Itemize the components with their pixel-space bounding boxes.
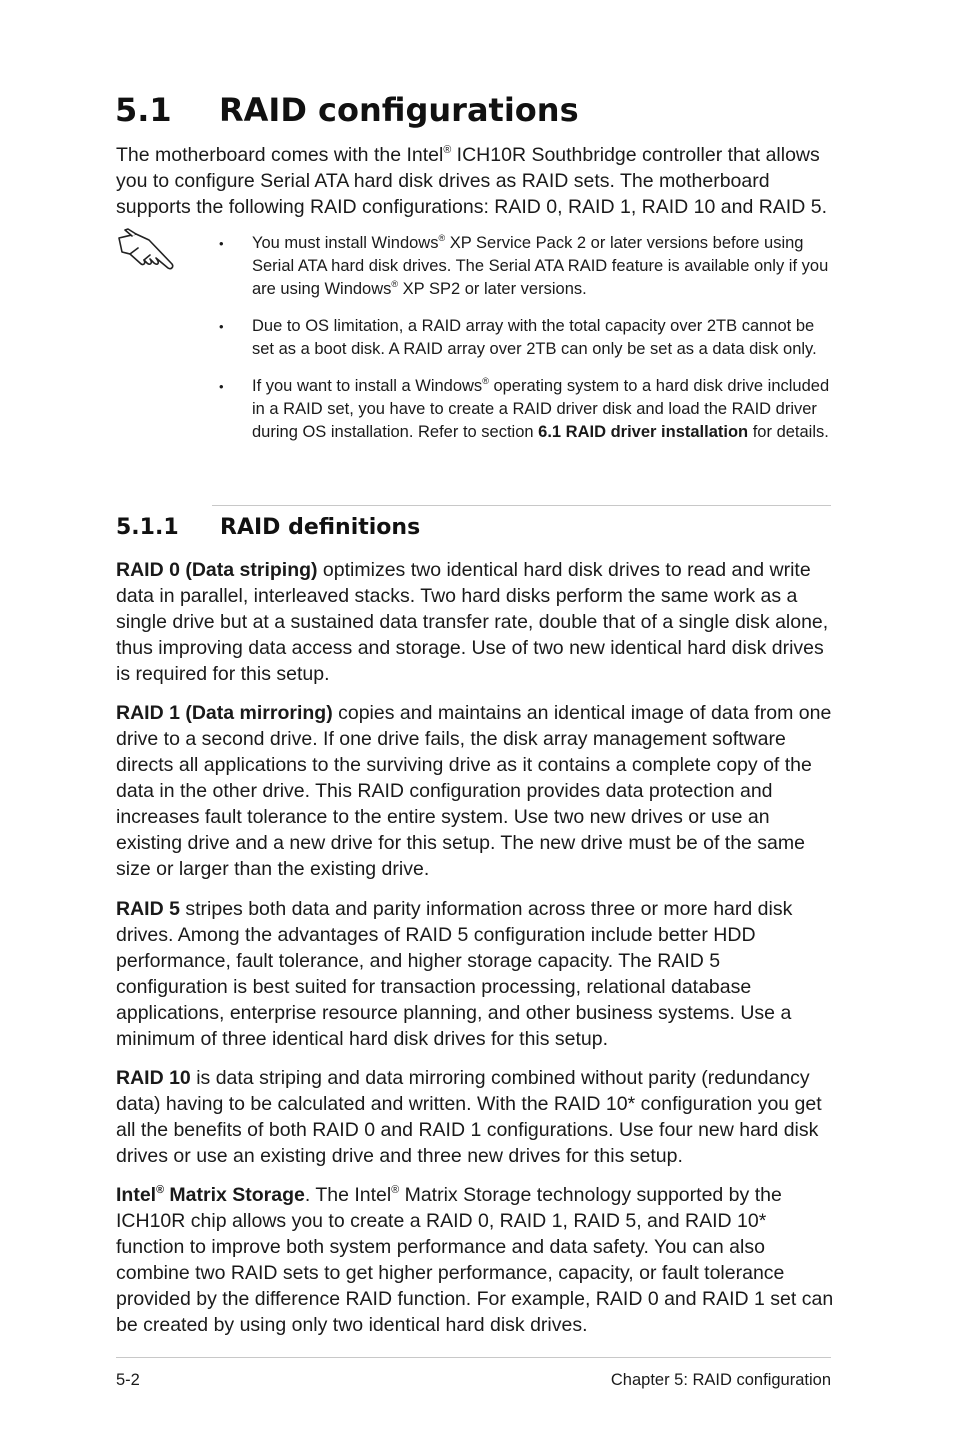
note-divider bbox=[212, 505, 831, 506]
note-item: • If you want to install a Windows® operating system to a hard disk drive included in a RAID set, you have to create a RAID driver disk and load the RAID driver during OS installation. Refer to section 6.1 RAID driver installation for details. bbox=[219, 376, 830, 441]
footer-divider bbox=[116, 1357, 831, 1358]
subsection-number: 5.1.1 bbox=[116, 515, 179, 540]
bullet: • bbox=[219, 236, 224, 251]
raid0-paragraph: RAID 0 (Data striping) optimizes two identical hard disk drives to read and write data in parallel, interleaved stacks. Two hard disks perform the same work as a single drive but at a sustained data transfer rate, double that of a single disk alone, thus improving data access and storage. Use of two new identical hard disk drives is required for this setup. bbox=[116, 559, 829, 685]
note-list bbox=[212, 232, 832, 444]
note-item: • You must install Windows® XP Service Pack 2 or later versions before using Serial ATA hard disk drives. The Serial ATA RAID feature is available only if you are using Windows® XP SP2 or later versions. bbox=[219, 233, 829, 298]
section-heading bbox=[115, 88, 579, 132]
raid5-term: RAID 5 bbox=[116, 898, 180, 920]
section-reference: 6.1 RAID driver installation bbox=[538, 423, 749, 441]
hand-pointing-icon bbox=[116, 226, 178, 272]
note-item: • Due to OS limitation, a RAID array with the total capacity over 2TB cannot be set as a boot disk. A RAID array over 2TB can only be set as a data disk only. bbox=[219, 317, 817, 358]
intro-paragraph: The motherboard comes with the Intel® ICH10R Southbridge controller that allows you to configure Serial ATA hard disk drives as RAID sets. The motherboard supports the following RAID configurations: RAID 0, RAID 1, RAID 10 and RAID 5. bbox=[116, 143, 827, 218]
raid10-paragraph: RAID 10 is data striping and data mirroring combined without parity (redundancy data) having to be calculated and written. With the RAID 10* configuration you get all the benefits of both RAID 0 and RAID 1 configurations. Use four new hard disk drives or use an existing drive and three new drives for this setup. bbox=[116, 1067, 822, 1167]
raid0-term: RAID 0 (Data striping) bbox=[116, 559, 318, 581]
subsection-heading bbox=[116, 512, 420, 544]
matrix-storage-paragraph: Intel® Matrix Storage. The Intel® Matrix Storage technology supported by the ICH10R chip allows you to create a RAID 0, RAID 1, RAID 5, and RAID 10* function to improve both system performance and data safety. You can also combine two RAID sets to get higher performance, capacity, or fault tolerance provided by the difference RAID function. For example, RAID 0 and RAID 1 set can be created by using only two identical hard disk drives. bbox=[116, 1183, 834, 1336]
subsection-title: RAID definitions bbox=[220, 515, 421, 540]
chapter-title: Chapter 5: RAID configuration bbox=[610, 1371, 831, 1389]
raid10-term: RAID 10 bbox=[116, 1067, 191, 1089]
raid1-term: RAID 1 (Data mirroring) bbox=[116, 702, 333, 724]
section-title: RAID configurations bbox=[219, 91, 579, 129]
raid1-paragraph: RAID 1 (Data mirroring) copies and maintains an identical image of data from one drive to a second drive. If one drive fails, the disk array management software directs all applications to the surviving drive as it contains a complete copy of the data in the other drive. This RAID configuration provides data protection and increases fault tolerance to the entire system. Use two new drives or use an existing drive and a new drive for this setup. The new drive must be of the same size or larger than the existing drive. bbox=[116, 702, 832, 880]
section-number: 5.1 bbox=[115, 91, 172, 129]
raid5-paragraph: RAID 5 stripes both data and parity information across three or more hard disk drives. Among the advantages of RAID 5 configuration include better HDD performance, fault tolerance, and higher storage capacity. The RAID 5 configuration is best suited for transaction processing, relational database applications, enterprise resource planning, and other business systems. Use a minimum of three identical hard disk drives for this setup. bbox=[116, 898, 793, 1050]
bullet: • bbox=[219, 379, 224, 394]
matrix-storage-term: Intel® Matrix Storage bbox=[116, 1183, 305, 1206]
page-number: 5-2 bbox=[116, 1371, 140, 1389]
bullet: • bbox=[219, 319, 224, 334]
